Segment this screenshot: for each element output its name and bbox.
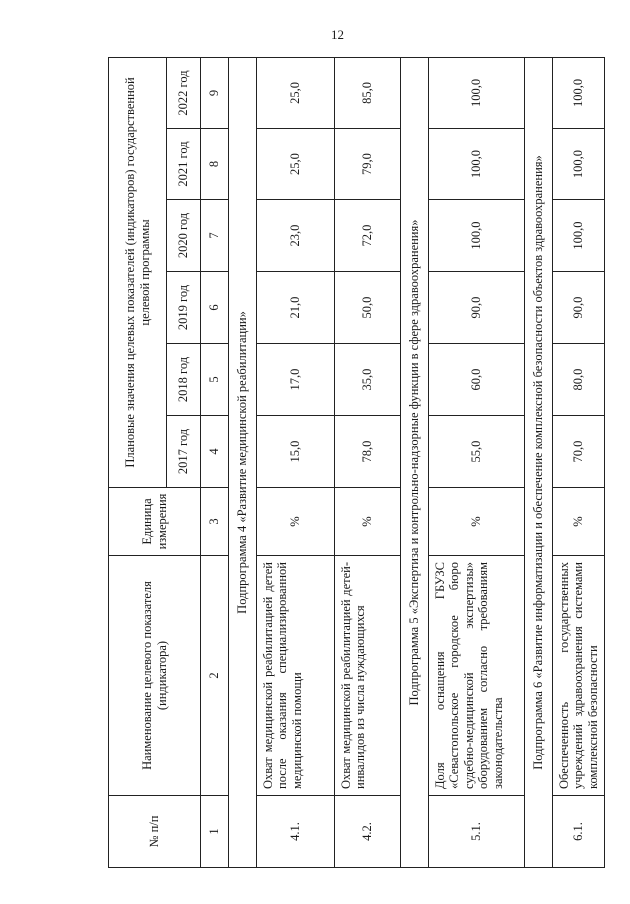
table-rotator	[108, 58, 600, 868]
row-value: 35,0	[335, 344, 401, 416]
row-value: 100,0	[553, 129, 605, 200]
row-unit: %	[553, 488, 605, 556]
column-number: 5	[201, 344, 229, 416]
row-name: Доля оснащения ГБУЗС «Севастопольское городское бюро судебно-медицинской экспертизы» оборудованием согласно требованиям законодательства	[429, 556, 525, 796]
row-value: 25,0	[257, 57, 335, 128]
section-row	[525, 57, 553, 867]
header-year: 2020 год	[167, 200, 201, 272]
column-number: 1	[201, 796, 229, 868]
row-name: Охват медицинской реабилитацией детей-инвалидов из числа нуждающихся	[335, 556, 401, 796]
column-number: 9	[201, 57, 229, 128]
column-number: 4	[201, 416, 229, 488]
indicators-table	[108, 57, 605, 868]
table-row	[257, 57, 335, 867]
row-value: 79,0	[335, 129, 401, 200]
row-value: 100,0	[553, 57, 605, 128]
table-row	[429, 57, 525, 867]
row-name: Охват медицинской реабилитацией детей после оказания специализированной медицинской помощи	[257, 556, 335, 796]
section-row	[229, 57, 257, 867]
row-unit: %	[257, 488, 335, 556]
row-value: 70,0	[553, 416, 605, 488]
page-number: 12	[331, 27, 344, 42]
row-value: 85,0	[335, 57, 401, 128]
row-value: 21,0	[257, 272, 335, 344]
row-value: 90,0	[553, 272, 605, 344]
row-num: 6.1.	[553, 796, 605, 868]
row-value: 100,0	[553, 200, 605, 272]
column-numbers-row	[201, 57, 229, 867]
section-title: Подпрограмма 6 «Развитие информатизации и обеспечение комплексной безопасности объектов здравоохранения»	[525, 57, 553, 867]
row-value: 100,0	[429, 200, 525, 272]
row-value: 25,0	[257, 129, 335, 200]
row-value: 50,0	[335, 272, 401, 344]
row-num: 4.2.	[335, 796, 401, 868]
row-value: 23,0	[257, 200, 335, 272]
header-planned: Плановые значения целевых показателей (индикаторов) государственной целевой программы	[109, 57, 167, 487]
row-value: 72,0	[335, 200, 401, 272]
row-value: 17,0	[257, 344, 335, 416]
header-year: 2022 год	[167, 57, 201, 128]
header-num: № п/п	[109, 796, 201, 868]
table-row	[553, 57, 605, 867]
row-value: 100,0	[429, 129, 525, 200]
row-value: 15,0	[257, 416, 335, 488]
header-year: 2021 год	[167, 129, 201, 200]
section-row	[401, 57, 429, 867]
row-value: 55,0	[429, 416, 525, 488]
column-number: 6	[201, 272, 229, 344]
rotated-table-container	[108, 58, 600, 868]
row-value: 78,0	[335, 416, 401, 488]
header-name: Наименование целевого показателя (индикатора)	[109, 556, 201, 796]
table-row	[335, 57, 401, 867]
row-name: Обеспеченность государственных учреждений здравоохранения системами комплексной безопасности	[553, 556, 605, 796]
row-value: 90,0	[429, 272, 525, 344]
column-number: 3	[201, 488, 229, 556]
row-value: 100,0	[429, 57, 525, 128]
row-value: 60,0	[429, 344, 525, 416]
header-year: 2017 год	[167, 416, 201, 488]
row-num: 4.1.	[257, 796, 335, 868]
header-row	[109, 57, 167, 867]
section-title: Подпрограмма 4 «Развитие медицинской реабилитации»	[229, 57, 257, 867]
header-year: 2018 год	[167, 344, 201, 416]
column-number: 8	[201, 129, 229, 200]
row-unit: %	[335, 488, 401, 556]
row-unit: %	[429, 488, 525, 556]
section-title: Подпрограмма 5 «Экспертиза и контрольно-надзорные функции в сфере здравоохранения»	[401, 57, 429, 867]
row-num: 5.1.	[429, 796, 525, 868]
column-number: 2	[201, 556, 229, 796]
header-unit: Единица измерения	[109, 488, 201, 556]
header-year: 2019 год	[167, 272, 201, 344]
column-number: 7	[201, 200, 229, 272]
row-value: 80,0	[553, 344, 605, 416]
